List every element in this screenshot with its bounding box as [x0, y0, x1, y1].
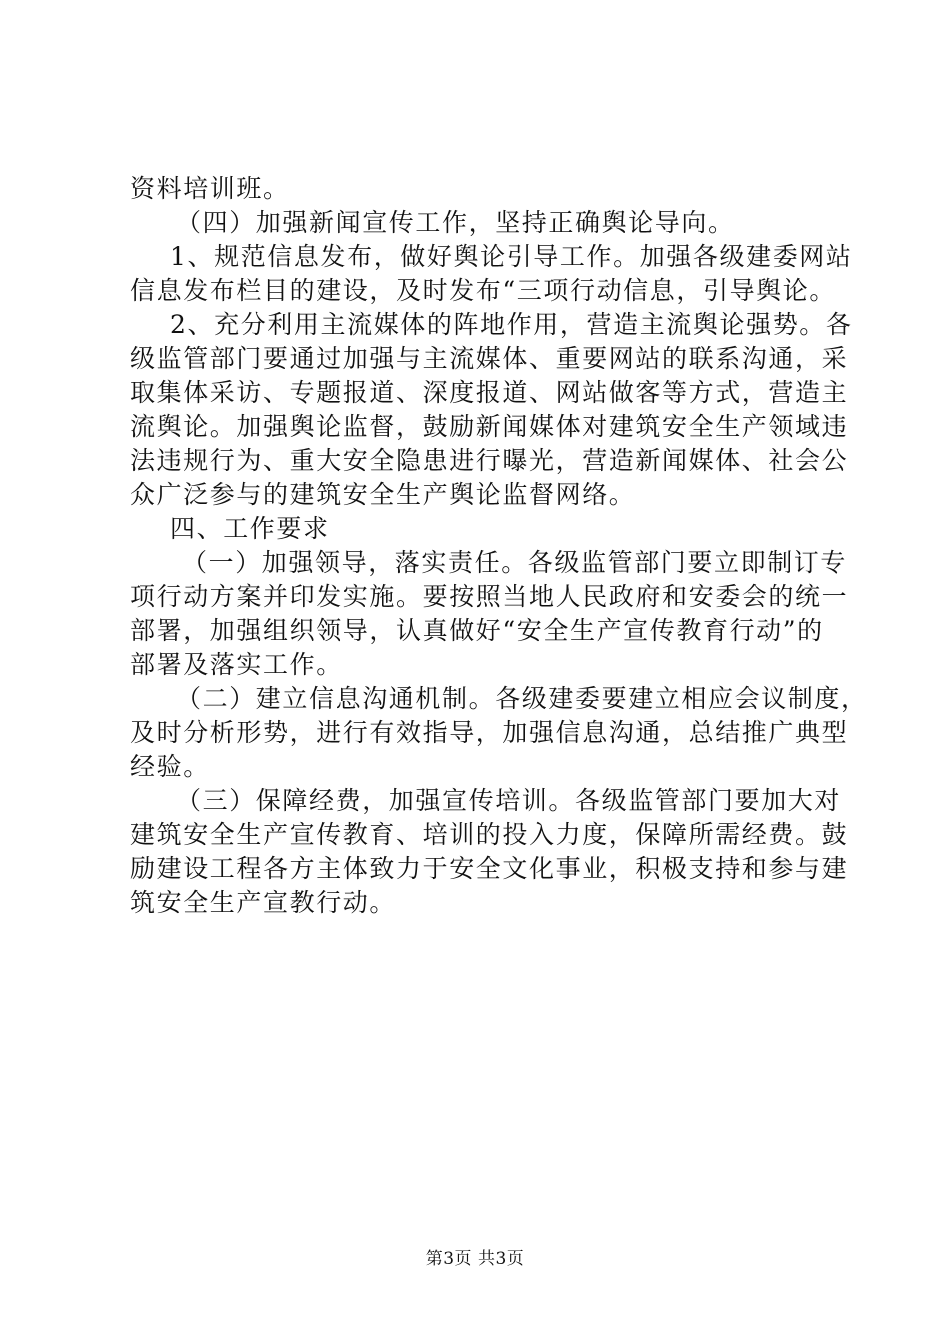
text-line: 取集体采访、专题报道、深度报道、网站做客等方式，营造主 — [130, 378, 849, 407]
text-line: 流舆论。加强舆论监督，鼓励新闻媒体对建筑安全生产领域违 — [130, 412, 849, 441]
document-body — [130, 172, 868, 920]
text-line: 项行动方案并印发实施。要按照当地人民政府和安委会的统一 — [130, 582, 849, 611]
text-line: 筑安全生产宣教行动。 — [130, 888, 397, 917]
text-line: 经验。 — [130, 752, 210, 781]
text-line: 部署及落实工作。 — [130, 650, 343, 679]
text-line: 法违规行为、重大安全隐患进行曝光，营造新闻媒体、社会公 — [130, 446, 849, 475]
text-line: 资料培训班。 — [130, 174, 290, 203]
text-line: 励建设工程各方主体致力于安全文化事业，积极支持和参与建 — [130, 854, 849, 883]
text-line: 信息发布栏目的建设，及时发布“三项行动信息，引导舆论。 — [130, 276, 836, 305]
text-line: （三）保障经费，加强宣传培训。各级监管部门要加大对 — [176, 786, 842, 815]
section-heading: 四、工作要求 — [170, 514, 330, 543]
page-number-footer: 第3页 共3页 — [425, 1249, 525, 1269]
text-line: 部署，加强组织领导，认真做好“安全生产宣传教育行动”的 — [130, 616, 824, 645]
text-line: （一）加强领导，落实责任。各级监管部门要立即制订专 — [182, 548, 848, 577]
text-line: 2、充分利用主流媒体的阵地作用，营造主流舆论强势。各 — [170, 310, 853, 339]
text-line: 建筑安全生产宣传教育、培训的投入力度，保障所需经费。鼓 — [130, 820, 849, 849]
text-line: 级监管部门要通过加强与主流媒体、重要网站的联系沟通，采 — [130, 344, 849, 373]
text-line: 及时分析形势，进行有效指导，加强信息沟通，总结推广典型 — [130, 718, 849, 747]
text-line: （四）加强新闻宣传工作，坚持正确舆论导向。 — [176, 208, 735, 237]
text-line: （二）建立信息沟通机制。各级建委要建立相应会议制度， — [176, 684, 868, 713]
text-line: 1、规范信息发布，做好舆论引导工作。加强各级建委网站 — [170, 242, 853, 271]
text-line: 众广泛参与的建筑安全生产舆论监督网络。 — [130, 480, 636, 509]
